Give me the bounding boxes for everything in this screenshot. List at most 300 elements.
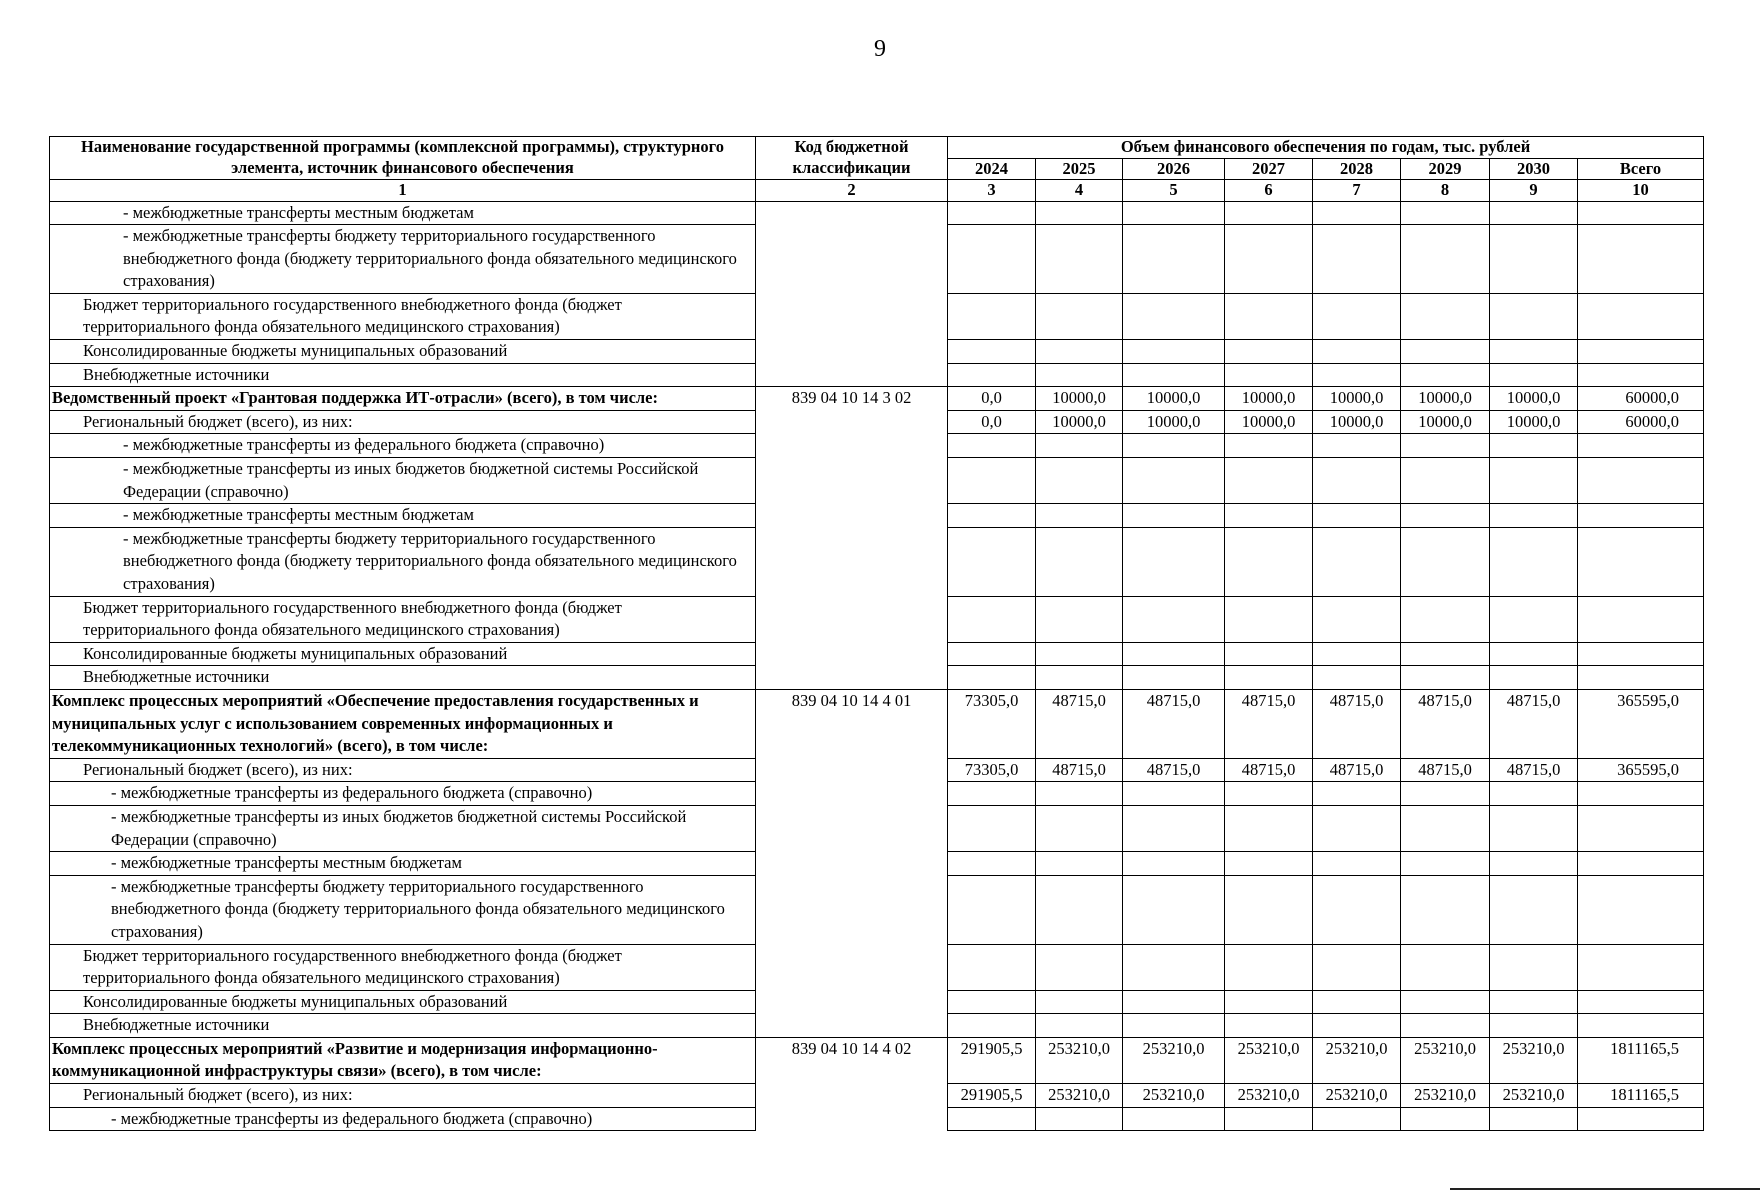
- row-value-2029: [1401, 201, 1490, 225]
- row-value-2030: [1490, 340, 1578, 364]
- row-value-2026: [1123, 340, 1225, 364]
- header-year-2027: 2027: [1225, 158, 1313, 180]
- row-value-2027: [1225, 805, 1313, 851]
- row-name: Консолидированные бюджеты муниципальных образований: [50, 642, 756, 666]
- row-budget-code: 839 04 10 14 3 02: [756, 387, 948, 411]
- row-value-2026: [1123, 805, 1225, 851]
- row-value-2025: [1036, 875, 1123, 944]
- row-name: - межбюджетные трансферты местным бюджетам: [50, 852, 756, 876]
- table-row: [50, 1107, 1704, 1131]
- row-name: Внебюджетные источники: [50, 666, 756, 690]
- row-value-2024: [948, 1014, 1036, 1038]
- row-name: - межбюджетные трансферты из федерального бюджета (справочно): [50, 782, 756, 806]
- row-value-total: [1578, 225, 1704, 294]
- row-value-2026: [1123, 225, 1225, 294]
- row-value-2024: [948, 782, 1036, 806]
- row-value-2030: [1490, 782, 1578, 806]
- row-value-2026: 48715,0: [1123, 689, 1225, 758]
- table-row: [50, 596, 1704, 642]
- row-value-2028: [1313, 944, 1401, 990]
- row-value-2027: [1225, 782, 1313, 806]
- row-budget-code: [756, 1107, 948, 1131]
- row-value-2027: [1225, 875, 1313, 944]
- row-value-total: [1578, 504, 1704, 528]
- row-value-2028: [1313, 201, 1401, 225]
- row-value-2026: 253210,0: [1123, 1037, 1225, 1083]
- row-value-2025: [1036, 852, 1123, 876]
- row-value-2029: [1401, 1107, 1490, 1131]
- row-value-2027: 253210,0: [1225, 1084, 1313, 1108]
- row-value-2029: [1401, 990, 1490, 1014]
- table-header: [50, 137, 1704, 202]
- row-value-2028: [1313, 225, 1401, 294]
- row-budget-code: [756, 1014, 948, 1038]
- row-budget-code: [756, 875, 948, 944]
- row-value-2028: [1313, 1014, 1401, 1038]
- row-value-2030: 48715,0: [1490, 689, 1578, 758]
- row-value-2030: [1490, 458, 1578, 504]
- row-value-2026: [1123, 1107, 1225, 1131]
- row-value-2025: 10000,0: [1036, 387, 1123, 411]
- row-value-total: [1578, 434, 1704, 458]
- row-value-2029: [1401, 363, 1490, 387]
- row-name: Региональный бюджет (всего), из них:: [50, 1084, 756, 1108]
- table-row: [50, 1014, 1704, 1038]
- table-row: [50, 458, 1704, 504]
- row-value-2027: [1225, 1014, 1313, 1038]
- row-value-2025: 253210,0: [1036, 1084, 1123, 1108]
- row-value-2024: [948, 642, 1036, 666]
- table-row: [50, 434, 1704, 458]
- row-value-2024: [948, 596, 1036, 642]
- row-budget-code: [756, 642, 948, 666]
- row-value-2025: [1036, 201, 1123, 225]
- row-value-2028: [1313, 340, 1401, 364]
- row-name: Комплекс процессных мероприятий «Обеспечение предоставления государственных и муниципальных услуг с использованием современных информационных и телекоммуникационных технологий» (всего), в том числе:: [50, 689, 756, 758]
- row-value-total: 365595,0: [1578, 689, 1704, 758]
- row-value-2030: [1490, 1107, 1578, 1131]
- row-value-total: [1578, 642, 1704, 666]
- row-value-2029: [1401, 458, 1490, 504]
- header-column-number: 6: [1225, 180, 1313, 202]
- row-name: Консолидированные бюджеты муниципальных образований: [50, 990, 756, 1014]
- row-value-2029: [1401, 293, 1490, 339]
- row-value-total: [1578, 805, 1704, 851]
- row-value-total: [1578, 875, 1704, 944]
- row-value-2029: 10000,0: [1401, 387, 1490, 411]
- row-value-total: [1578, 293, 1704, 339]
- row-value-2024: [948, 225, 1036, 294]
- row-value-2027: 253210,0: [1225, 1037, 1313, 1083]
- row-value-total: 60000,0: [1578, 410, 1704, 434]
- row-value-2028: [1313, 642, 1401, 666]
- row-budget-code: [756, 504, 948, 528]
- row-value-2025: [1036, 363, 1123, 387]
- row-value-2026: 253210,0: [1123, 1084, 1225, 1108]
- row-name: Ведомственный проект «Грантовая поддержка ИТ-отрасли» (всего), в том числе:: [50, 387, 756, 411]
- row-value-2024: [948, 504, 1036, 528]
- row-value-2026: [1123, 293, 1225, 339]
- row-value-total: [1578, 666, 1704, 690]
- row-name: Региональный бюджет (всего), из них:: [50, 410, 756, 434]
- row-value-2025: [1036, 225, 1123, 294]
- row-value-2030: [1490, 642, 1578, 666]
- row-value-2024: 73305,0: [948, 689, 1036, 758]
- row-budget-code: [756, 410, 948, 434]
- row-budget-code: [756, 805, 948, 851]
- scan-artifact-line: [1450, 1188, 1760, 1190]
- row-value-2030: [1490, 434, 1578, 458]
- row-value-total: [1578, 782, 1704, 806]
- row-value-total: [1578, 527, 1704, 596]
- row-value-2029: [1401, 666, 1490, 690]
- table-row-section: [50, 689, 1704, 758]
- row-value-2026: 10000,0: [1123, 387, 1225, 411]
- header-column-number: 8: [1401, 180, 1490, 202]
- row-value-2025: [1036, 504, 1123, 528]
- header-year-total: Всего: [1578, 158, 1704, 180]
- row-value-total: [1578, 363, 1704, 387]
- row-name: Бюджет территориального государственного внебюджетного фонда (бюджет территориального фонда обязательного медицинского страхования): [50, 944, 756, 990]
- row-value-2027: [1225, 852, 1313, 876]
- header-column-number: 2: [756, 180, 948, 202]
- row-value-2028: [1313, 293, 1401, 339]
- header-column-number: 10: [1578, 180, 1704, 202]
- row-value-2027: [1225, 225, 1313, 294]
- header-column-number: 4: [1036, 180, 1123, 202]
- row-value-2030: [1490, 1014, 1578, 1038]
- row-value-total: [1578, 852, 1704, 876]
- row-value-2025: 48715,0: [1036, 689, 1123, 758]
- header-column-number: 3: [948, 180, 1036, 202]
- row-value-2027: [1225, 434, 1313, 458]
- row-value-2028: [1313, 875, 1401, 944]
- row-budget-code: [756, 340, 948, 364]
- row-value-2029: 48715,0: [1401, 758, 1490, 782]
- row-value-2030: [1490, 990, 1578, 1014]
- row-value-2026: [1123, 642, 1225, 666]
- row-value-2027: [1225, 527, 1313, 596]
- row-value-2026: [1123, 527, 1225, 596]
- row-value-2024: [948, 852, 1036, 876]
- row-value-2027: [1225, 1107, 1313, 1131]
- row-value-2025: [1036, 944, 1123, 990]
- row-value-2030: [1490, 666, 1578, 690]
- row-value-2027: 48715,0: [1225, 689, 1313, 758]
- header-year-2029: 2029: [1401, 158, 1490, 180]
- row-value-total: [1578, 1014, 1704, 1038]
- row-name: Комплекс процессных мероприятий «Развитие и модернизация информационно-коммуникационной инфраструктуры связи» (всего), в том числе:: [50, 1037, 756, 1083]
- row-value-2028: 48715,0: [1313, 689, 1401, 758]
- row-value-2027: [1225, 293, 1313, 339]
- row-budget-code: [756, 434, 948, 458]
- row-value-2027: [1225, 458, 1313, 504]
- row-value-2027: 10000,0: [1225, 410, 1313, 434]
- row-value-2027: [1225, 944, 1313, 990]
- finance-table: [49, 136, 1704, 1131]
- row-value-2026: [1123, 504, 1225, 528]
- row-value-2028: [1313, 458, 1401, 504]
- row-name: Региональный бюджет (всего), из них:: [50, 758, 756, 782]
- row-value-2024: [948, 990, 1036, 1014]
- table-row: [50, 293, 1704, 339]
- row-value-2030: [1490, 527, 1578, 596]
- row-value-2028: [1313, 596, 1401, 642]
- row-budget-code: [756, 1084, 948, 1108]
- row-name: - межбюджетные трансферты местным бюджетам: [50, 504, 756, 528]
- row-budget-code: [756, 363, 948, 387]
- row-value-2028: [1313, 1107, 1401, 1131]
- row-value-2029: [1401, 852, 1490, 876]
- row-value-2030: 10000,0: [1490, 387, 1578, 411]
- row-value-2026: [1123, 782, 1225, 806]
- row-value-2025: [1036, 782, 1123, 806]
- row-budget-code: [756, 458, 948, 504]
- table-row: [50, 527, 1704, 596]
- row-value-2029: [1401, 944, 1490, 990]
- row-value-2027: [1225, 201, 1313, 225]
- header-column-numbers-row: [50, 180, 1704, 202]
- row-budget-code: [756, 758, 948, 782]
- row-value-2025: [1036, 434, 1123, 458]
- header-column-number: 5: [1123, 180, 1225, 202]
- row-value-2026: [1123, 596, 1225, 642]
- row-value-2029: 253210,0: [1401, 1037, 1490, 1083]
- row-budget-code: [756, 852, 948, 876]
- row-value-2024: 291905,5: [948, 1084, 1036, 1108]
- row-budget-code: [756, 225, 948, 294]
- row-budget-code: [756, 201, 948, 225]
- row-value-2026: [1123, 875, 1225, 944]
- row-value-2027: [1225, 504, 1313, 528]
- row-value-2029: [1401, 642, 1490, 666]
- row-value-2026: [1123, 852, 1225, 876]
- row-value-2030: [1490, 201, 1578, 225]
- row-value-2029: [1401, 805, 1490, 851]
- row-value-2026: [1123, 363, 1225, 387]
- row-value-total: [1578, 944, 1704, 990]
- row-value-2026: [1123, 944, 1225, 990]
- row-name: Внебюджетные источники: [50, 1014, 756, 1038]
- row-name: Бюджет территориального государственного внебюджетного фонда (бюджет территориального фонда обязательного медицинского страхования): [50, 596, 756, 642]
- row-value-2030: [1490, 805, 1578, 851]
- header-year-2028: 2028: [1313, 158, 1401, 180]
- row-name: - межбюджетные трансферты из иных бюджетов бюджетной системы Российской Федерации (справочно): [50, 805, 756, 851]
- row-value-2030: [1490, 504, 1578, 528]
- row-value-2028: [1313, 363, 1401, 387]
- row-value-2025: [1036, 666, 1123, 690]
- row-value-2029: [1401, 434, 1490, 458]
- row-value-2028: 253210,0: [1313, 1037, 1401, 1083]
- row-value-2026: [1123, 1014, 1225, 1038]
- row-value-2025: [1036, 642, 1123, 666]
- row-value-2030: [1490, 363, 1578, 387]
- row-value-2025: [1036, 1014, 1123, 1038]
- row-budget-code: 839 04 10 14 4 02: [756, 1037, 948, 1083]
- row-budget-code: [756, 293, 948, 339]
- table-body: [50, 201, 1704, 1131]
- row-value-2024: [948, 340, 1036, 364]
- table-row-section: [50, 1037, 1704, 1083]
- row-value-total: [1578, 1107, 1704, 1131]
- row-value-2025: [1036, 1107, 1123, 1131]
- row-value-2024: [948, 458, 1036, 504]
- row-value-2029: 10000,0: [1401, 410, 1490, 434]
- row-budget-code: [756, 782, 948, 806]
- row-name: Внебюджетные источники: [50, 363, 756, 387]
- row-value-total: [1578, 990, 1704, 1014]
- header-code-column: Код бюджетной классификации: [756, 137, 948, 180]
- row-value-2028: [1313, 527, 1401, 596]
- row-value-2025: 253210,0: [1036, 1037, 1123, 1083]
- row-value-2030: [1490, 596, 1578, 642]
- row-value-2027: [1225, 596, 1313, 642]
- row-value-2029: 48715,0: [1401, 689, 1490, 758]
- row-value-2024: 291905,5: [948, 1037, 1036, 1083]
- row-value-2027: 48715,0: [1225, 758, 1313, 782]
- header-year-2024: 2024: [948, 158, 1036, 180]
- header-column-number: 7: [1313, 180, 1401, 202]
- row-value-total: [1578, 340, 1704, 364]
- row-value-2030: 48715,0: [1490, 758, 1578, 782]
- row-value-2028: [1313, 666, 1401, 690]
- row-budget-code: [756, 666, 948, 690]
- header-year-2025: 2025: [1036, 158, 1123, 180]
- row-name: - межбюджетные трансферты из иных бюджетов бюджетной системы Российской Федерации (справочно): [50, 458, 756, 504]
- row-value-2026: 48715,0: [1123, 758, 1225, 782]
- row-value-total: [1578, 201, 1704, 225]
- row-value-2024: [948, 434, 1036, 458]
- row-value-2026: [1123, 434, 1225, 458]
- row-value-total: 60000,0: [1578, 387, 1704, 411]
- table-row: [50, 805, 1704, 851]
- header-year-2030: 2030: [1490, 158, 1578, 180]
- row-value-2028: 48715,0: [1313, 758, 1401, 782]
- table-row: [50, 1084, 1704, 1108]
- row-value-2029: [1401, 1014, 1490, 1038]
- row-value-2028: [1313, 504, 1401, 528]
- table-row: [50, 642, 1704, 666]
- row-value-2026: [1123, 201, 1225, 225]
- row-value-2028: [1313, 782, 1401, 806]
- row-value-2026: [1123, 666, 1225, 690]
- table-row: [50, 990, 1704, 1014]
- row-value-2024: [948, 666, 1036, 690]
- header-name-column: Наименование государственной программы (комплексной программы), структурного элемента, источник финансового обеспечения: [50, 137, 756, 180]
- row-budget-code: 839 04 10 14 4 01: [756, 689, 948, 758]
- row-value-total: [1578, 596, 1704, 642]
- row-value-total: 1811165,5: [1578, 1084, 1704, 1108]
- row-value-2024: [948, 527, 1036, 596]
- row-name: Бюджет территориального государственного внебюджетного фонда (бюджет территориального фонда обязательного медицинского страхования): [50, 293, 756, 339]
- row-value-2026: 10000,0: [1123, 410, 1225, 434]
- row-value-2029: [1401, 875, 1490, 944]
- row-value-2027: [1225, 666, 1313, 690]
- row-value-2028: 10000,0: [1313, 410, 1401, 434]
- table-row: [50, 944, 1704, 990]
- table-row: [50, 875, 1704, 944]
- table-row: [50, 758, 1704, 782]
- row-name: - межбюджетные трансферты бюджету территориального государственного внебюджетного фонда (бюджету территориального фонда обязательного медицинского страхования): [50, 875, 756, 944]
- row-value-2025: [1036, 990, 1123, 1014]
- row-value-2028: [1313, 434, 1401, 458]
- row-value-2028: 10000,0: [1313, 387, 1401, 411]
- row-name: - межбюджетные трансферты бюджету территориального государственного внебюджетного фонда (бюджету территориального фонда обязательного медицинского страхования): [50, 527, 756, 596]
- row-value-2027: [1225, 990, 1313, 1014]
- row-value-2030: 253210,0: [1490, 1037, 1578, 1083]
- row-value-2024: 0,0: [948, 410, 1036, 434]
- row-value-2029: [1401, 596, 1490, 642]
- row-value-2024: [948, 805, 1036, 851]
- row-name: Консолидированные бюджеты муниципальных образований: [50, 340, 756, 364]
- row-name: - межбюджетные трансферты из федерального бюджета (справочно): [50, 1107, 756, 1131]
- table-row: [50, 852, 1704, 876]
- row-value-2028: 253210,0: [1313, 1084, 1401, 1108]
- row-value-2024: [948, 875, 1036, 944]
- row-name: - межбюджетные трансферты из федерального бюджета (справочно): [50, 434, 756, 458]
- header-volume-column: Объем финансового обеспечения по годам, тыс. рублей: [948, 137, 1704, 159]
- row-value-2024: [948, 1107, 1036, 1131]
- row-value-2029: [1401, 225, 1490, 294]
- row-value-2027: 10000,0: [1225, 387, 1313, 411]
- row-value-2029: [1401, 782, 1490, 806]
- row-value-2025: 48715,0: [1036, 758, 1123, 782]
- header-column-number: 1: [50, 180, 756, 202]
- row-value-2030: [1490, 944, 1578, 990]
- row-value-2027: [1225, 363, 1313, 387]
- row-value-2030: [1490, 293, 1578, 339]
- row-name: - межбюджетные трансферты бюджету территориального государственного внебюджетного фонда (бюджету территориального фонда обязательного медицинского страхования): [50, 225, 756, 294]
- table-row: [50, 201, 1704, 225]
- table-row: [50, 410, 1704, 434]
- table-row: [50, 666, 1704, 690]
- row-value-2024: [948, 363, 1036, 387]
- row-value-total: [1578, 458, 1704, 504]
- row-value-2025: 10000,0: [1036, 410, 1123, 434]
- table-row: [50, 363, 1704, 387]
- row-value-2024: 73305,0: [948, 758, 1036, 782]
- row-value-2025: [1036, 458, 1123, 504]
- table-row-section: [50, 387, 1704, 411]
- row-value-2024: [948, 944, 1036, 990]
- row-value-2027: [1225, 340, 1313, 364]
- row-budget-code: [756, 596, 948, 642]
- header-year-2026: 2026: [1123, 158, 1225, 180]
- row-value-2024: 0,0: [948, 387, 1036, 411]
- row-value-2029: 253210,0: [1401, 1084, 1490, 1108]
- row-value-total: 1811165,5: [1578, 1037, 1704, 1083]
- row-value-2030: 253210,0: [1490, 1084, 1578, 1108]
- row-value-2030: [1490, 852, 1578, 876]
- row-value-2028: [1313, 990, 1401, 1014]
- row-value-2024: [948, 293, 1036, 339]
- row-budget-code: [756, 944, 948, 990]
- row-value-2025: [1036, 293, 1123, 339]
- row-value-2026: [1123, 458, 1225, 504]
- row-value-2024: [948, 201, 1036, 225]
- table-row: [50, 340, 1704, 364]
- row-value-2030: 10000,0: [1490, 410, 1578, 434]
- header-column-number: 9: [1490, 180, 1578, 202]
- row-value-2030: [1490, 875, 1578, 944]
- table-row: [50, 225, 1704, 294]
- row-budget-code: [756, 990, 948, 1014]
- row-value-2025: [1036, 596, 1123, 642]
- row-value-2027: [1225, 642, 1313, 666]
- row-value-2028: [1313, 852, 1401, 876]
- row-value-2026: [1123, 990, 1225, 1014]
- table-row: [50, 504, 1704, 528]
